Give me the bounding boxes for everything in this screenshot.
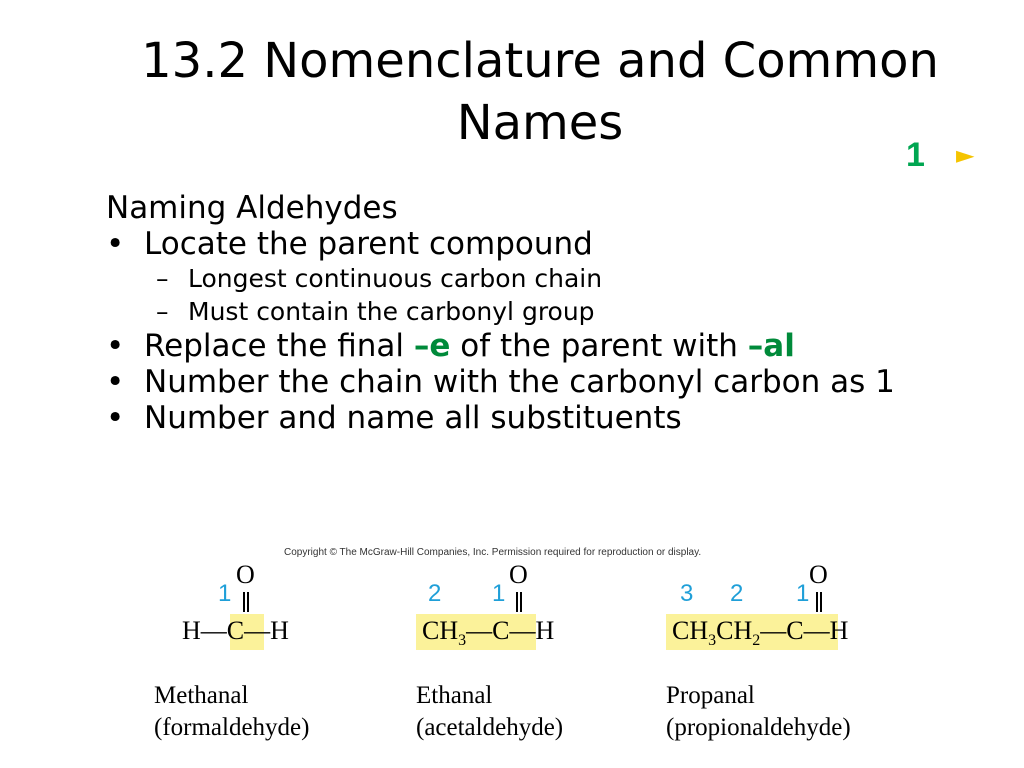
section-heading: Naming Aldehydes [106, 190, 398, 226]
oxygen-atom: O [509, 560, 528, 589]
bullet-text: Replace the final [144, 328, 414, 364]
bullet-icon: • [106, 328, 125, 364]
slide-number: 1 [906, 136, 925, 174]
ethanal-formula: $CH_3—C—H$ [422, 616, 555, 650]
dash-icon: – [156, 264, 169, 293]
molecule-name: Propanal [666, 682, 755, 709]
molecule-common-name: (formaldehyde) [154, 714, 310, 741]
slide-title: 13.2 Nomenclature and Common Names [141, 33, 939, 151]
bullet-item [106, 400, 966, 436]
suffix-al: –al [747, 328, 795, 364]
bullet-icon: • [106, 364, 125, 400]
bullet-text: Number and name all substituents [144, 400, 682, 436]
methanal-formula: H—C—H [182, 616, 289, 645]
bullet-text-middle: of the parent with [450, 328, 748, 364]
slide-body [106, 190, 966, 436]
suffix-e: –e [413, 328, 451, 364]
ethanal-structure [416, 544, 646, 754]
bullet-item [106, 364, 966, 400]
bullet-text: Number the chain with the carbonyl carbon as 1 [144, 364, 895, 400]
carbon-number: 1 [796, 580, 810, 607]
aldehyde-structures-figure [150, 544, 910, 754]
oxygen-atom: O [809, 560, 828, 589]
dash-icon: – [156, 297, 169, 326]
propanal-structure [666, 544, 910, 754]
bullet-text: Locate the parent compound [144, 226, 593, 262]
bullet-item [106, 328, 966, 364]
sub-bullet-text: Must contain the carbonyl group [188, 297, 595, 326]
bullet-icon: • [106, 400, 125, 436]
copyright-notice: Copyright © The McGraw-Hill Companies, Inc. Permission required for reproduction or display. [284, 547, 702, 558]
carbon-number: 3 [680, 580, 694, 607]
carbon-number: 1 [492, 580, 506, 607]
double-bond [816, 592, 822, 612]
sub-bullet-item [106, 295, 966, 328]
next-slide-arrow-icon[interactable]: ► [956, 141, 975, 169]
molecule-common-name: (propionaldehyde) [666, 714, 851, 741]
oxygen-atom: O [236, 560, 255, 589]
propanal-formula: $CH_3CH_2—C—H$ [672, 616, 849, 650]
bullet-icon: • [106, 226, 125, 262]
bullet-item [106, 226, 966, 262]
carbon-number: 1 [218, 580, 232, 607]
methanal-structure [150, 544, 380, 754]
molecule-common-name: (acetaldehyde) [416, 714, 564, 741]
double-bond [516, 592, 522, 612]
molecule-name: Methanal [154, 682, 249, 709]
sub-bullet-item [106, 262, 966, 295]
sub-bullet-text: Longest continuous carbon chain [188, 264, 603, 293]
carbon-number: 2 [730, 580, 744, 607]
carbon-number: 2 [428, 580, 442, 607]
molecule-name: Ethanal [416, 682, 493, 709]
double-bond [243, 592, 249, 612]
